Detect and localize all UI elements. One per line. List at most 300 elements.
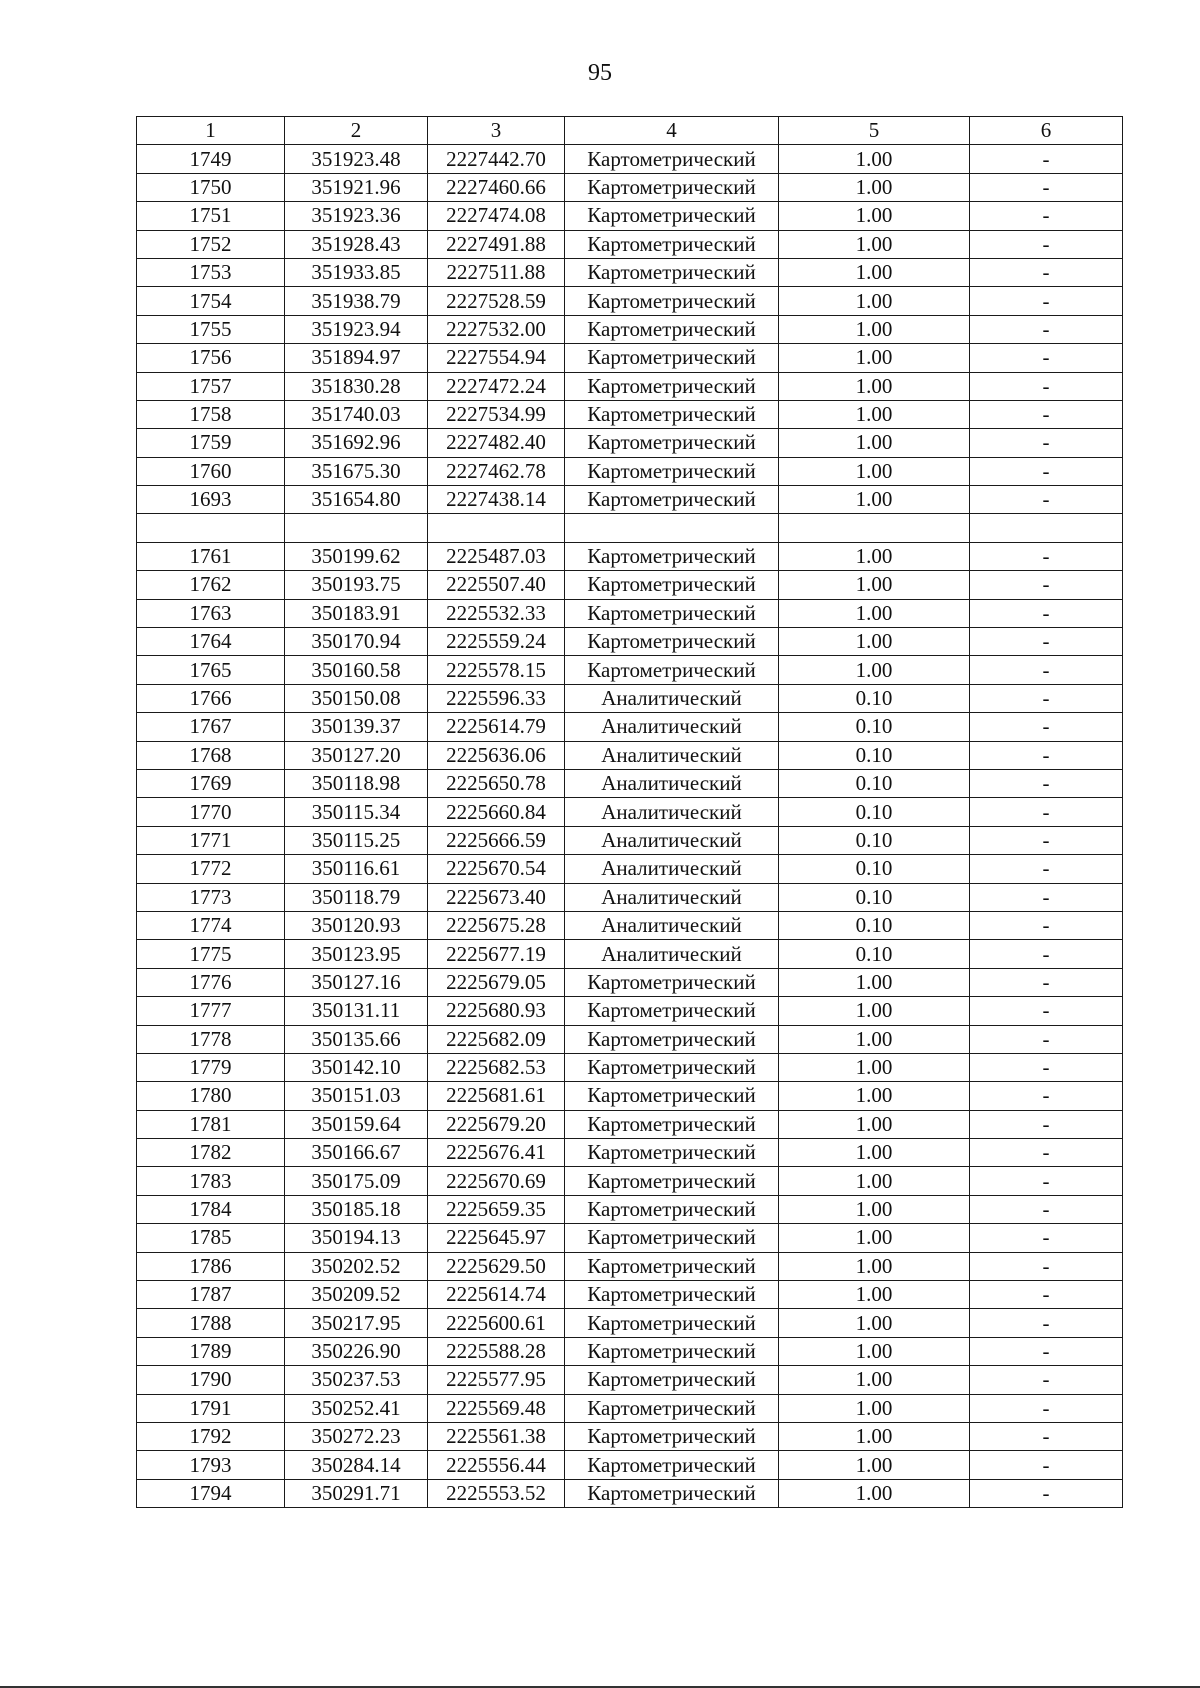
note-cell: - xyxy=(970,940,1123,968)
y-coordinate-cell: 2225629.50 xyxy=(428,1252,565,1280)
y-coordinate-cell: 2225636.06 xyxy=(428,741,565,769)
accuracy-cell: 0.10 xyxy=(779,855,970,883)
accuracy-cell: 0.10 xyxy=(779,684,970,712)
point-number-cell: 1693 xyxy=(137,486,285,514)
table-row xyxy=(137,1139,1123,1167)
note-cell: - xyxy=(970,1053,1123,1081)
y-coordinate-cell: 2225682.53 xyxy=(428,1053,565,1081)
y-coordinate-cell: 2227474.08 xyxy=(428,202,565,230)
method-cell: Картометрический xyxy=(565,571,779,599)
accuracy-cell: 1.00 xyxy=(779,1224,970,1252)
note-cell: - xyxy=(970,1252,1123,1280)
x-coordinate-cell: 351740.03 xyxy=(285,400,428,428)
x-coordinate-cell: 350284.14 xyxy=(285,1451,428,1479)
point-number-cell: 1767 xyxy=(137,713,285,741)
accuracy-cell: 1.00 xyxy=(779,1167,970,1195)
y-coordinate-cell: 2227528.59 xyxy=(428,287,565,315)
method-cell: Картометрический xyxy=(565,1252,779,1280)
method-cell: Картометрический xyxy=(565,599,779,627)
accuracy-cell: 1.00 xyxy=(779,997,970,1025)
x-coordinate-cell: 350118.98 xyxy=(285,769,428,797)
table-row xyxy=(137,429,1123,457)
table-row xyxy=(137,713,1123,741)
note-cell: - xyxy=(970,1195,1123,1223)
method-cell: Картометрический xyxy=(565,230,779,258)
method-cell: Аналитический xyxy=(565,826,779,854)
accuracy-cell: 1.00 xyxy=(779,628,970,656)
point-number-cell: 1762 xyxy=(137,571,285,599)
table-row xyxy=(137,599,1123,627)
point-number-cell: 1749 xyxy=(137,145,285,173)
accuracy-cell: 0.10 xyxy=(779,883,970,911)
accuracy-cell: 0.10 xyxy=(779,826,970,854)
x-coordinate-cell: 350131.11 xyxy=(285,997,428,1025)
method-cell: Аналитический xyxy=(565,769,779,797)
method-cell: Картометрический xyxy=(565,1281,779,1309)
coordinates-table xyxy=(136,116,1123,1508)
note-cell: - xyxy=(970,826,1123,854)
table-row xyxy=(137,315,1123,343)
table-row xyxy=(137,1337,1123,1365)
point-number-cell: 1791 xyxy=(137,1394,285,1422)
table-row xyxy=(137,997,1123,1025)
accuracy-cell: 1.00 xyxy=(779,1451,970,1479)
table-row xyxy=(137,1110,1123,1138)
y-coordinate-cell: 2225679.20 xyxy=(428,1110,565,1138)
note-cell: - xyxy=(970,855,1123,883)
accuracy-cell: 1.00 xyxy=(779,656,970,684)
table-row xyxy=(137,1366,1123,1394)
method-cell: Картометрический xyxy=(565,628,779,656)
note-cell: - xyxy=(970,769,1123,797)
accuracy-cell: 1.00 xyxy=(779,230,970,258)
method-cell: Картометрический xyxy=(565,486,779,514)
y-coordinate-cell: 2225487.03 xyxy=(428,542,565,570)
method-cell: Картометрический xyxy=(565,1479,779,1507)
method-cell: Картометрический xyxy=(565,1139,779,1167)
note-cell xyxy=(970,514,1123,542)
point-number-cell: 1788 xyxy=(137,1309,285,1337)
table-row xyxy=(137,1252,1123,1280)
y-coordinate-cell: 2225666.59 xyxy=(428,826,565,854)
accuracy-cell: 1.00 xyxy=(779,1422,970,1450)
table-header-row xyxy=(137,117,1123,145)
note-cell: - xyxy=(970,287,1123,315)
point-number-cell: 1793 xyxy=(137,1451,285,1479)
point-number-cell: 1760 xyxy=(137,457,285,485)
accuracy-cell: 1.00 xyxy=(779,1053,970,1081)
note-cell: - xyxy=(970,1451,1123,1479)
table-row xyxy=(137,1195,1123,1223)
note-cell: - xyxy=(970,1139,1123,1167)
y-coordinate-cell: 2225675.28 xyxy=(428,911,565,939)
note-cell: - xyxy=(970,1224,1123,1252)
accuracy-cell: 1.00 xyxy=(779,1252,970,1280)
point-number-cell: 1761 xyxy=(137,542,285,570)
point-number-cell: 1782 xyxy=(137,1139,285,1167)
note-cell: - xyxy=(970,1394,1123,1422)
table-row xyxy=(137,372,1123,400)
table-row xyxy=(137,1082,1123,1110)
accuracy-cell: 0.10 xyxy=(779,769,970,797)
x-coordinate-cell: 350139.37 xyxy=(285,713,428,741)
point-number-cell: 1756 xyxy=(137,344,285,372)
column-header: 3 xyxy=(428,117,565,145)
note-cell: - xyxy=(970,315,1123,343)
y-coordinate-cell: 2225559.24 xyxy=(428,628,565,656)
note-cell: - xyxy=(970,1479,1123,1507)
table-row xyxy=(137,173,1123,201)
accuracy-cell: 0.10 xyxy=(779,940,970,968)
y-coordinate-cell: 2225679.05 xyxy=(428,968,565,996)
point-number-cell: 1752 xyxy=(137,230,285,258)
x-coordinate-cell: 350252.41 xyxy=(285,1394,428,1422)
method-cell: Картометрический xyxy=(565,145,779,173)
method-cell: Картометрический xyxy=(565,1053,779,1081)
accuracy-cell: 1.00 xyxy=(779,202,970,230)
y-coordinate-cell: 2225677.19 xyxy=(428,940,565,968)
table-row xyxy=(137,486,1123,514)
x-coordinate-cell: 350120.93 xyxy=(285,911,428,939)
x-coordinate-cell: 350142.10 xyxy=(285,1053,428,1081)
y-coordinate-cell: 2225588.28 xyxy=(428,1337,565,1365)
method-cell: Картометрический xyxy=(565,1195,779,1223)
note-cell: - xyxy=(970,571,1123,599)
point-number-cell: 1780 xyxy=(137,1082,285,1110)
note-cell: - xyxy=(970,542,1123,570)
table-row xyxy=(137,400,1123,428)
note-cell: - xyxy=(970,883,1123,911)
method-cell: Картометрический xyxy=(565,997,779,1025)
x-coordinate-cell: 350217.95 xyxy=(285,1309,428,1337)
point-number-cell: 1764 xyxy=(137,628,285,656)
method-cell: Картометрический xyxy=(565,1082,779,1110)
x-coordinate-cell: 350183.91 xyxy=(285,599,428,627)
table-row xyxy=(137,287,1123,315)
table-row xyxy=(137,542,1123,570)
method-cell: Картометрический xyxy=(565,287,779,315)
accuracy-cell: 1.00 xyxy=(779,1139,970,1167)
table-row xyxy=(137,258,1123,286)
table-row xyxy=(137,1422,1123,1450)
method-cell: Картометрический xyxy=(565,202,779,230)
note-cell: - xyxy=(970,1082,1123,1110)
y-coordinate-cell: 2227532.00 xyxy=(428,315,565,343)
y-coordinate-cell: 2225673.40 xyxy=(428,883,565,911)
note-cell: - xyxy=(970,1309,1123,1337)
y-coordinate-cell: 2225578.15 xyxy=(428,656,565,684)
table-row xyxy=(137,769,1123,797)
page-number: 95 xyxy=(588,60,612,86)
note-cell: - xyxy=(970,1110,1123,1138)
accuracy-cell: 1.00 xyxy=(779,486,970,514)
accuracy-cell: 0.10 xyxy=(779,741,970,769)
x-coordinate-cell: 350159.64 xyxy=(285,1110,428,1138)
note-cell: - xyxy=(970,1337,1123,1365)
method-cell: Картометрический xyxy=(565,429,779,457)
accuracy-cell: 1.00 xyxy=(779,1337,970,1365)
method-cell: Картометрический xyxy=(565,457,779,485)
x-coordinate-cell: 350127.16 xyxy=(285,968,428,996)
column-header: 5 xyxy=(779,117,970,145)
accuracy-cell: 1.00 xyxy=(779,542,970,570)
accuracy-cell: 1.00 xyxy=(779,599,970,627)
point-number-cell: 1771 xyxy=(137,826,285,854)
x-coordinate-cell: 350160.58 xyxy=(285,656,428,684)
x-coordinate-cell: 350272.23 xyxy=(285,1422,428,1450)
method-cell: Картометрический xyxy=(565,173,779,201)
x-coordinate-cell: 350175.09 xyxy=(285,1167,428,1195)
accuracy-cell: 1.00 xyxy=(779,315,970,343)
accuracy-cell: 1.00 xyxy=(779,1025,970,1053)
x-coordinate-cell: 351928.43 xyxy=(285,230,428,258)
method-cell: Картометрический xyxy=(565,1451,779,1479)
method-cell: Аналитический xyxy=(565,684,779,712)
note-cell: - xyxy=(970,1025,1123,1053)
table-row xyxy=(137,1451,1123,1479)
table-row xyxy=(137,202,1123,230)
method-cell: Картометрический xyxy=(565,1337,779,1365)
method-cell: Аналитический xyxy=(565,940,779,968)
accuracy-cell: 1.00 xyxy=(779,287,970,315)
x-coordinate-cell: 350127.20 xyxy=(285,741,428,769)
y-coordinate-cell: 2225680.93 xyxy=(428,997,565,1025)
accuracy-cell: 1.00 xyxy=(779,400,970,428)
y-coordinate-cell: 2225660.84 xyxy=(428,798,565,826)
method-cell: Картометрический xyxy=(565,656,779,684)
point-number-cell: 1753 xyxy=(137,258,285,286)
table-row xyxy=(137,230,1123,258)
note-cell: - xyxy=(970,713,1123,741)
note-cell: - xyxy=(970,997,1123,1025)
point-number-cell: 1766 xyxy=(137,684,285,712)
accuracy-cell: 1.00 xyxy=(779,372,970,400)
y-coordinate-cell: 2225670.54 xyxy=(428,855,565,883)
accuracy-cell: 0.10 xyxy=(779,713,970,741)
note-cell: - xyxy=(970,230,1123,258)
table-row xyxy=(137,826,1123,854)
table-row xyxy=(137,855,1123,883)
column-header: 6 xyxy=(970,117,1123,145)
note-cell: - xyxy=(970,457,1123,485)
method-cell: Картометрический xyxy=(565,968,779,996)
x-coordinate-cell: 350135.66 xyxy=(285,1025,428,1053)
y-coordinate-cell: 2225659.35 xyxy=(428,1195,565,1223)
note-cell: - xyxy=(970,258,1123,286)
method-cell: Картометрический xyxy=(565,1025,779,1053)
x-coordinate-cell: 351921.96 xyxy=(285,173,428,201)
accuracy-cell: 0.10 xyxy=(779,798,970,826)
accuracy-cell: 1.00 xyxy=(779,1195,970,1223)
table-row xyxy=(137,1167,1123,1195)
point-number-cell: 1758 xyxy=(137,400,285,428)
x-coordinate-cell: 350194.13 xyxy=(285,1224,428,1252)
method-cell: Картометрический xyxy=(565,1167,779,1195)
point-number-cell: 1776 xyxy=(137,968,285,996)
point-number-cell: 1759 xyxy=(137,429,285,457)
point-number-cell: 1772 xyxy=(137,855,285,883)
point-number-cell: 1785 xyxy=(137,1224,285,1252)
accuracy-cell: 1.00 xyxy=(779,1110,970,1138)
table-row xyxy=(137,1053,1123,1081)
y-coordinate-cell: 2225577.95 xyxy=(428,1366,565,1394)
table-row xyxy=(137,968,1123,996)
y-coordinate-cell: 2227534.99 xyxy=(428,400,565,428)
note-cell: - xyxy=(970,372,1123,400)
point-number-cell: 1784 xyxy=(137,1195,285,1223)
table-row xyxy=(137,656,1123,684)
table-row xyxy=(137,940,1123,968)
column-header: 2 xyxy=(285,117,428,145)
table-row xyxy=(137,911,1123,939)
table-row xyxy=(137,1394,1123,1422)
note-cell: - xyxy=(970,741,1123,769)
y-coordinate-cell: 2227554.94 xyxy=(428,344,565,372)
x-coordinate-cell: 351894.97 xyxy=(285,344,428,372)
method-cell: Картометрический xyxy=(565,1394,779,1422)
table-row xyxy=(137,1025,1123,1053)
x-coordinate-cell: 350199.62 xyxy=(285,542,428,570)
table-row xyxy=(137,514,1123,542)
accuracy-cell: 0.10 xyxy=(779,911,970,939)
y-coordinate-cell: 2225600.61 xyxy=(428,1309,565,1337)
point-number-cell: 1775 xyxy=(137,940,285,968)
x-coordinate-cell: 350237.53 xyxy=(285,1366,428,1394)
accuracy-cell: 1.00 xyxy=(779,1082,970,1110)
accuracy-cell xyxy=(779,514,970,542)
x-coordinate-cell: 351933.85 xyxy=(285,258,428,286)
y-coordinate-cell: 2225532.33 xyxy=(428,599,565,627)
table-row xyxy=(137,145,1123,173)
note-cell: - xyxy=(970,1422,1123,1450)
note-cell: - xyxy=(970,1281,1123,1309)
note-cell: - xyxy=(970,1167,1123,1195)
note-cell: - xyxy=(970,968,1123,996)
y-coordinate-cell: 2225670.69 xyxy=(428,1167,565,1195)
table-row xyxy=(137,1224,1123,1252)
y-coordinate-cell: 2227460.66 xyxy=(428,173,565,201)
point-number-cell: 1765 xyxy=(137,656,285,684)
y-coordinate-cell: 2227438.14 xyxy=(428,486,565,514)
x-coordinate-cell: 350118.79 xyxy=(285,883,428,911)
method-cell xyxy=(565,514,779,542)
note-cell: - xyxy=(970,429,1123,457)
method-cell: Аналитический xyxy=(565,883,779,911)
point-number-cell: 1787 xyxy=(137,1281,285,1309)
accuracy-cell: 1.00 xyxy=(779,429,970,457)
y-coordinate-cell: 2225681.61 xyxy=(428,1082,565,1110)
accuracy-cell: 1.00 xyxy=(779,1394,970,1422)
accuracy-cell: 1.00 xyxy=(779,1281,970,1309)
point-number-cell: 1769 xyxy=(137,769,285,797)
table-row xyxy=(137,684,1123,712)
y-coordinate-cell: 2225650.78 xyxy=(428,769,565,797)
x-coordinate-cell: 350170.94 xyxy=(285,628,428,656)
note-cell: - xyxy=(970,145,1123,173)
point-number-cell: 1751 xyxy=(137,202,285,230)
x-coordinate-cell: 350166.67 xyxy=(285,1139,428,1167)
point-number-cell: 1783 xyxy=(137,1167,285,1195)
method-cell: Картометрический xyxy=(565,1309,779,1337)
method-cell: Аналитический xyxy=(565,713,779,741)
y-coordinate-cell: 2227462.78 xyxy=(428,457,565,485)
y-coordinate-cell: 2225553.52 xyxy=(428,1479,565,1507)
method-cell: Картометрический xyxy=(565,400,779,428)
table-row xyxy=(137,1281,1123,1309)
point-number-cell: 1774 xyxy=(137,911,285,939)
note-cell: - xyxy=(970,911,1123,939)
table-row xyxy=(137,1309,1123,1337)
y-coordinate-cell: 2225645.97 xyxy=(428,1224,565,1252)
point-number-cell: 1757 xyxy=(137,372,285,400)
x-coordinate-cell: 351830.28 xyxy=(285,372,428,400)
note-cell: - xyxy=(970,486,1123,514)
y-coordinate-cell: 2225596.33 xyxy=(428,684,565,712)
note-cell: - xyxy=(970,1366,1123,1394)
point-number-cell: 1755 xyxy=(137,315,285,343)
method-cell: Картометрический xyxy=(565,542,779,570)
x-coordinate-cell: 351938.79 xyxy=(285,287,428,315)
y-coordinate-cell: 2225614.74 xyxy=(428,1281,565,1309)
note-cell: - xyxy=(970,344,1123,372)
y-coordinate-cell: 2225561.38 xyxy=(428,1422,565,1450)
method-cell: Картометрический xyxy=(565,258,779,286)
x-coordinate-cell: 351923.36 xyxy=(285,202,428,230)
column-header: 1 xyxy=(137,117,285,145)
note-cell: - xyxy=(970,628,1123,656)
point-number-cell: 1792 xyxy=(137,1422,285,1450)
y-coordinate-cell: 2227511.88 xyxy=(428,258,565,286)
x-coordinate-cell: 350185.18 xyxy=(285,1195,428,1223)
point-number-cell: 1789 xyxy=(137,1337,285,1365)
method-cell: Аналитический xyxy=(565,798,779,826)
x-coordinate-cell: 350116.61 xyxy=(285,855,428,883)
point-number-cell: 1770 xyxy=(137,798,285,826)
method-cell: Картометрический xyxy=(565,372,779,400)
point-number-cell: 1781 xyxy=(137,1110,285,1138)
point-number-cell: 1794 xyxy=(137,1479,285,1507)
note-cell: - xyxy=(970,173,1123,201)
note-cell: - xyxy=(970,798,1123,826)
point-number-cell: 1777 xyxy=(137,997,285,1025)
point-number-cell: 1790 xyxy=(137,1366,285,1394)
x-coordinate-cell: 351923.48 xyxy=(285,145,428,173)
x-coordinate-cell xyxy=(285,514,428,542)
x-coordinate-cell: 351923.94 xyxy=(285,315,428,343)
x-coordinate-cell: 350202.52 xyxy=(285,1252,428,1280)
table-row xyxy=(137,344,1123,372)
method-cell: Картометрический xyxy=(565,1110,779,1138)
method-cell: Картометрический xyxy=(565,344,779,372)
note-cell: - xyxy=(970,202,1123,230)
y-coordinate-cell: 2225556.44 xyxy=(428,1451,565,1479)
accuracy-cell: 1.00 xyxy=(779,1366,970,1394)
x-coordinate-cell: 350150.08 xyxy=(285,684,428,712)
y-coordinate-cell: 2227491.88 xyxy=(428,230,565,258)
y-coordinate-cell: 2225614.79 xyxy=(428,713,565,741)
accuracy-cell: 1.00 xyxy=(779,173,970,201)
table-row xyxy=(137,883,1123,911)
x-coordinate-cell: 350123.95 xyxy=(285,940,428,968)
x-coordinate-cell: 351654.80 xyxy=(285,486,428,514)
x-coordinate-cell: 350115.25 xyxy=(285,826,428,854)
y-coordinate-cell: 2225682.09 xyxy=(428,1025,565,1053)
point-number-cell: 1786 xyxy=(137,1252,285,1280)
y-coordinate-cell: 2227442.70 xyxy=(428,145,565,173)
x-coordinate-cell: 351692.96 xyxy=(285,429,428,457)
x-coordinate-cell: 350151.03 xyxy=(285,1082,428,1110)
table-body xyxy=(137,117,1123,1508)
